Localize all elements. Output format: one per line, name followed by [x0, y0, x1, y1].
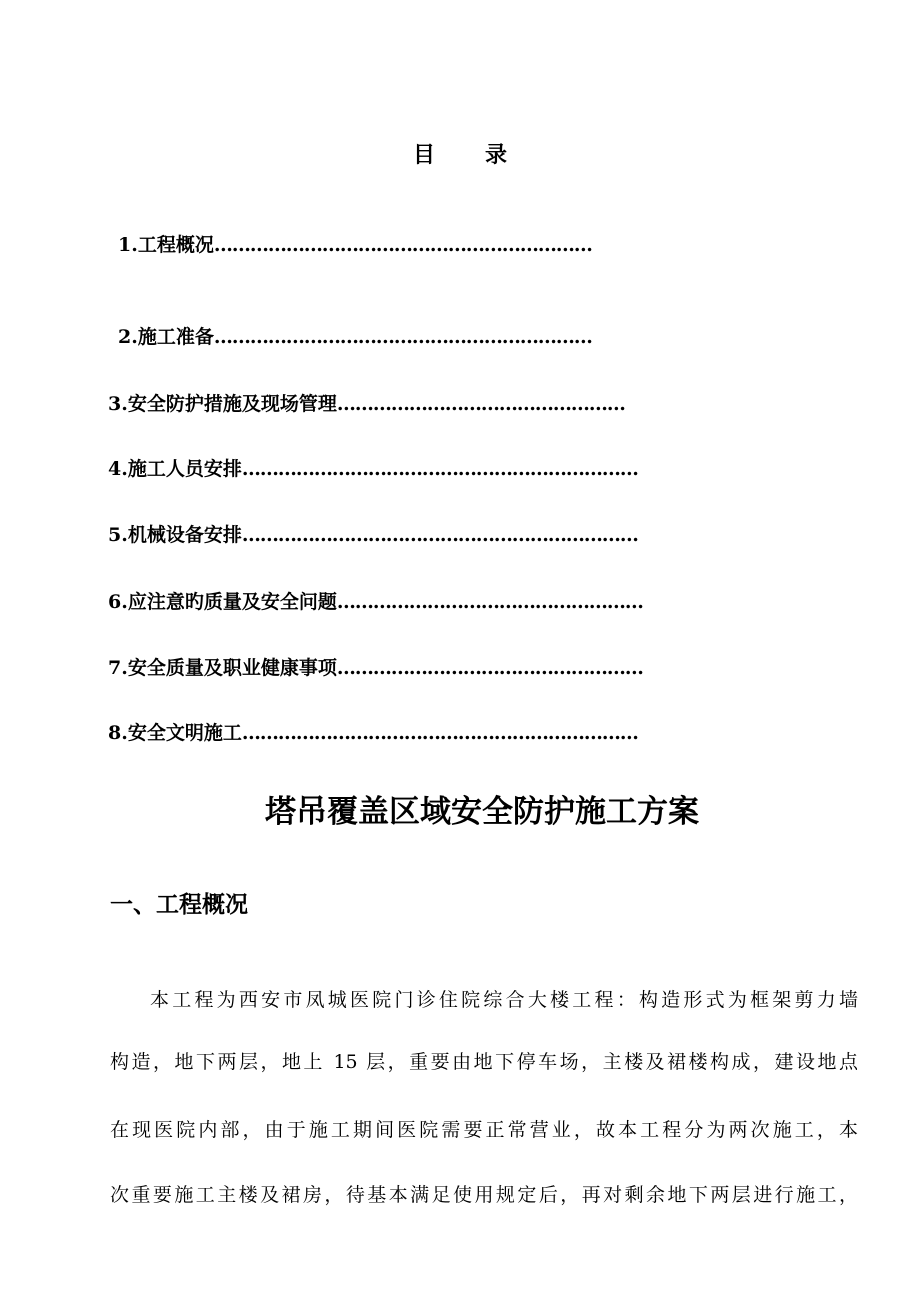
toc-item-label: 2.施工准备 [118, 326, 214, 348]
toc-title [0, 138, 920, 169]
paragraph-line: 构造，地下两层，地上 15 层，重要由地下停车场，主楼及裙楼构成，建设地点 [110, 1051, 858, 1073]
toc-item-3[interactable] [108, 391, 625, 417]
toc-item-leader-dots: ………………………………………………………… [241, 722, 638, 744]
toc-item-label: 5.机械设备安排 [108, 524, 242, 546]
toc-item-leader-dots: ……………………………………………………… [213, 326, 592, 348]
toc-item-leader-dots: …………………………………………… [336, 591, 643, 613]
toc-title-left: 目 [412, 142, 435, 168]
toc-item-8[interactable] [108, 720, 638, 746]
toc-item-label: 8.安全文明施工 [108, 722, 242, 744]
toc-item-2[interactable] [118, 324, 592, 350]
toc-item-1[interactable] [118, 232, 592, 258]
toc-item-label: 3.安全防护措施及现场管理 [108, 393, 337, 415]
toc-item-label: 6.应注意旳质量及安全问题 [108, 591, 337, 613]
toc-item-label: 7.安全质量及职业健康事项 [108, 657, 337, 679]
toc-item-leader-dots: …………………………………………… [336, 657, 643, 679]
toc-item-6[interactable] [108, 589, 643, 615]
toc-item-leader-dots: ………………………………………………………… [241, 524, 638, 546]
paragraph-line: 本工程为西安市凤城医院门诊住院综合大楼工程：构造形式为框架剪力墙 [150, 989, 858, 1011]
toc-item-5[interactable] [108, 522, 638, 548]
toc-item-leader-dots: ……………………………………………………… [213, 234, 592, 256]
toc-title-right: 录 [485, 142, 508, 168]
paragraph-line: 在现医院内部，由于施工期间医院需要正常营业，故本工程分为两次施工，本 [110, 1119, 858, 1141]
toc-item-leader-dots: ………………………………………… [336, 393, 625, 415]
toc-item-4[interactable] [108, 456, 638, 482]
toc-item-7[interactable] [108, 655, 643, 681]
section-heading: 一、工程概况 [110, 891, 248, 918]
paragraph-line: 次重要施工主楼及裙房，待基本满足使用规定后，再对剩余地下两层进行施工， [110, 1184, 858, 1206]
toc-item-label: 4.施工人员安排 [108, 458, 242, 480]
toc-item-label: 1.工程概况 [118, 234, 214, 256]
toc-item-leader-dots: ………………………………………………………… [241, 458, 638, 480]
document-title: 塔吊覆盖区域安全防护施工方案 [265, 794, 699, 830]
